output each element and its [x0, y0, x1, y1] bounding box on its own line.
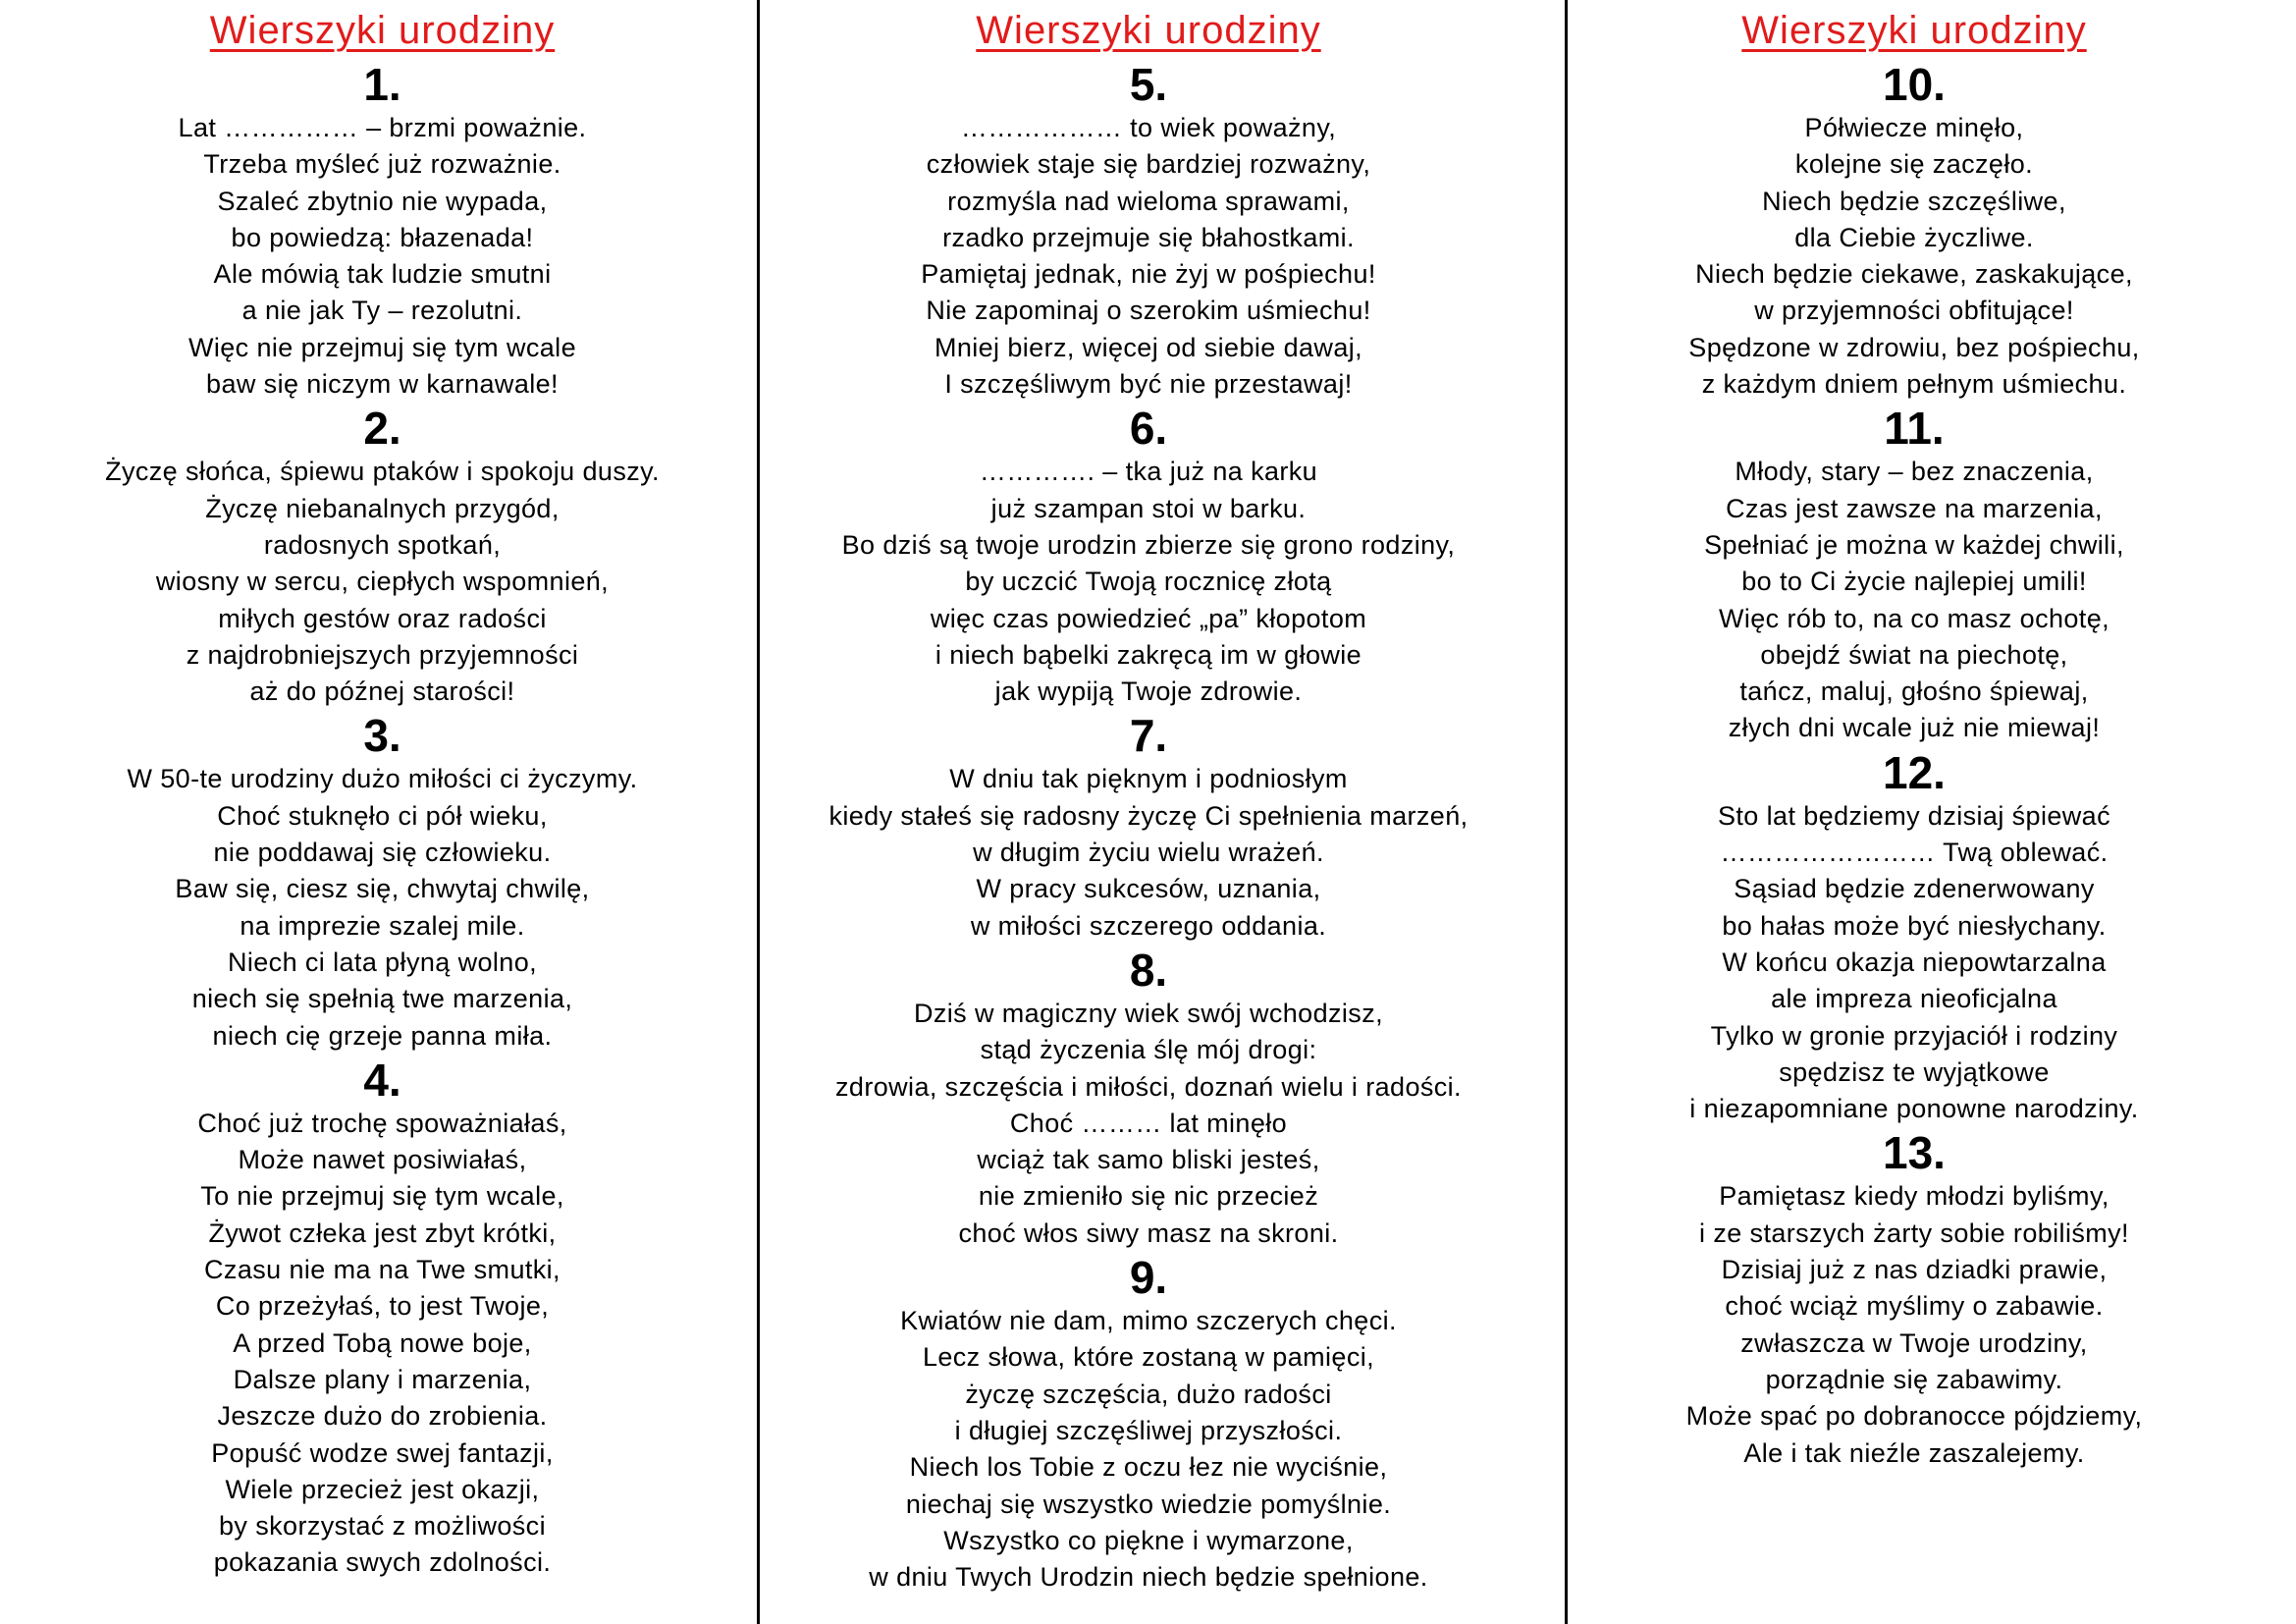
poem-line: W końcu okazja niepowtarzalna	[1722, 947, 2107, 977]
poem-line: Baw się, ciesz się, chwytaj chwilę,	[175, 874, 590, 904]
poem-line: Nie zapominaj o szerokim uśmiechu!	[926, 296, 1371, 326]
poem-line: Pamiętasz kiedy młodzi byliśmy,	[1719, 1181, 2109, 1212]
poem-line: Jeszcze dużo do zrobienia.	[217, 1401, 548, 1432]
poem-line: zdrowia, szczęścia i miłości, doznań wielu i radości.	[835, 1071, 1462, 1102]
poem-line: na imprezie szalej mile.	[240, 910, 525, 941]
poem-line: choć włos siwy masz na skroni.	[958, 1218, 1339, 1248]
poem-line: baw się niczym w karnawale!	[206, 369, 559, 400]
poem-line: niech cię grzeje panna miła.	[212, 1020, 553, 1051]
poem-line: Niech ci lata płyną wolno,	[227, 947, 538, 977]
poem-line: i niezapomniane ponowne narodziny.	[1689, 1094, 2139, 1124]
poem-number: 13.	[1883, 1127, 1946, 1179]
poem-line: złych dni wcale już nie miewaj!	[1728, 713, 2101, 743]
poem-line: Dalsze plany i marzenia,	[233, 1364, 532, 1394]
poem-line: Więc nie przejmuj się tym wcale	[187, 332, 576, 362]
poem-number: 3.	[363, 710, 401, 762]
column-1	[0, 0, 765, 1624]
poem-line: nie zmieniło się nic przecież	[978, 1181, 1319, 1212]
poem-line: wiosny w sercu, ciepłych wspomnień,	[155, 567, 610, 597]
poem-line: Może spać po dobranocce pójdziemy,	[1685, 1401, 2143, 1432]
poem-line: choć wciąż myślimy o zabawie.	[1725, 1291, 2104, 1322]
poem-line: Szaleć zbytnio nie wypada,	[217, 186, 548, 216]
poem-line: Czas jest zawsze na marzenia,	[1726, 493, 2103, 523]
poem-line: z najdrobniejszych przyjemności	[186, 639, 579, 670]
poem-line: I szczęśliwym być nie przestawaj!	[944, 369, 1353, 400]
column-title: Wierszyki urodziny	[976, 9, 1321, 52]
poem-line: Kwiatów nie dam, mimo szczerych chęci.	[900, 1306, 1397, 1336]
poem-line: radosnych spotkań,	[263, 529, 502, 560]
poem-line: miłych gestów oraz radości	[218, 603, 547, 633]
poem	[1532, 1127, 2296, 1471]
poem-line: Dziś w magiczny wiek swój wchodzisz,	[913, 998, 1383, 1028]
poem-line: niechaj się wszystko wiedzie pomyślnie.	[905, 1489, 1392, 1519]
poem-line: Lat …………… – brzmi poważnie.	[178, 113, 587, 142]
poem-line: życzę szczęścia, dużo radości	[965, 1379, 1332, 1409]
poem-number: 11.	[1884, 403, 1945, 455]
poem-line: Ale i tak nieźle zaszalejemy.	[1743, 1437, 2085, 1468]
poem-line: Mniej bierz, więcej od siebie dawaj,	[934, 332, 1363, 362]
poem-line: zwłaszcza w Twoje urodziny,	[1740, 1327, 2088, 1358]
poem-line: A przed Tobą nowe boje,	[233, 1327, 532, 1358]
poem-number: 7.	[1129, 710, 1168, 762]
poem-line: nie poddawaj się człowieku.	[213, 838, 552, 868]
poem-line: …………. – tka już na karku	[979, 457, 1318, 487]
poem-line: Popuść wodze swej fantazji,	[211, 1437, 554, 1468]
poem-line: kolejne się zaczęło.	[1794, 149, 2034, 180]
poem-line: w dniu Twych Urodzin niech będzie spełnione.	[869, 1562, 1428, 1593]
poem-line: Żywot człeka jest zbyt krótki,	[208, 1218, 557, 1248]
poem-number: 10.	[1883, 59, 1946, 110]
poem-line: Niech los Tobie z oczu łez nie wyciśnie,	[909, 1452, 1388, 1483]
poem-line: Trzeba myśleć już rozważnie.	[203, 149, 561, 180]
poem-line: bo powiedzą: błazenada!	[231, 222, 534, 252]
poem-line: Półwiecze minęło,	[1804, 113, 2024, 142]
poem-line: by skorzystać z możliwości	[219, 1511, 546, 1542]
poem-line: a nie jak Ty – rezolutni.	[241, 296, 523, 326]
poem-line: Choć ……… lat minęło	[1009, 1108, 1288, 1138]
poem-line: Wiele przecież jest okazji,	[225, 1474, 540, 1504]
poem-line: Pamiętaj jednak, nie żyj w pośpiechu!	[921, 259, 1376, 290]
poem	[1532, 747, 2296, 1128]
poem-line: Ale mówią tak ludzie smutni	[213, 259, 552, 290]
poem-line: stąd życzenia ślę mój drogi:	[980, 1035, 1317, 1065]
poem-line: Życzę słońca, śpiewu ptaków i spokoju duszy.	[105, 457, 660, 487]
poem-line: Dzisiaj już z nas dziadki prawie,	[1721, 1255, 2108, 1285]
poem-number: 6.	[1129, 403, 1168, 455]
column-title: Wierszyki urodziny	[1741, 9, 2087, 52]
poem-line: Sto lat będziemy dzisiaj śpiewać	[1718, 800, 2110, 831]
poem-line: Choć już trochę spoważniałaś,	[197, 1108, 567, 1138]
poem	[765, 59, 1532, 403]
poem-line: Sąsiad będzie zdenerwowany	[1734, 874, 2095, 904]
poem	[0, 59, 765, 403]
poem-line: ……………… to wiek poważny,	[960, 113, 1337, 142]
poem-line: rozmyśla nad wieloma sprawami,	[947, 186, 1350, 216]
poem	[765, 1252, 1532, 1596]
poem-line: i długiej szczęśliwej przyszłości.	[954, 1415, 1343, 1445]
column-title: Wierszyki urodziny	[209, 9, 556, 52]
poem-line: Czasu nie ma na Twe smutki,	[204, 1255, 561, 1285]
poem	[0, 710, 765, 1054]
poem	[765, 945, 1532, 1252]
poem-line: jak wypiją Twoje zdrowie.	[994, 677, 1303, 707]
poem-number: 5.	[1129, 59, 1168, 110]
poem-line: tańcz, maluj, głośno śpiewaj,	[1739, 677, 2089, 707]
poem-line: Wszystko co piękne i wymarzone,	[943, 1525, 1354, 1555]
poem-line: porządnie się zabawimy.	[1765, 1364, 2063, 1394]
poem-line: Więc rób to, na co masz ochotę,	[1718, 603, 2110, 633]
poem-line: W dniu tak pięknym i podniosłym	[949, 764, 1348, 794]
poem-line: Młody, stary – bez znaczenia,	[1735, 457, 2094, 487]
poem-line: rzadko przejmuje się błahostkami.	[942, 222, 1355, 252]
poem-line: kiedy stałeś się radosny życzę Ci spełnienia marzeń,	[828, 800, 1468, 831]
poem-line: bo hałas może być niesłychany.	[1722, 910, 2107, 941]
poem-line: Niech będzie ciekawe, zaskakujące,	[1695, 259, 2133, 290]
poem-number: 4.	[363, 1054, 401, 1106]
poem-line: i ze starszych żarty sobie robiliśmy!	[1699, 1218, 2129, 1248]
poem	[1532, 59, 2296, 403]
poem-line: wciąż tak samo bliski jesteś,	[977, 1145, 1320, 1175]
poem-line: W 50-te urodziny dużo miłości ci życzymy.	[127, 764, 638, 794]
poem-line: z każdym dniem pełnym uśmiechu.	[1701, 369, 2127, 400]
poem-line: w miłości szczerego oddania.	[970, 910, 1327, 941]
poem-number: 8.	[1129, 944, 1168, 996]
poem-line: Tylko w gronie przyjaciół i rodziny	[1710, 1020, 2118, 1051]
poem-line: w długim życiu wielu wrażeń.	[973, 838, 1324, 868]
poem-number: 1.	[363, 59, 401, 110]
poem-line: obejdź świat na piechotę,	[1760, 639, 2068, 670]
poem-line: spędzisz te wyjątkowe	[1779, 1056, 2050, 1087]
poem-line: Spędzone w zdrowiu, bez pośpiechu,	[1688, 332, 2140, 362]
poem-line: już szampan stoi w barku.	[990, 493, 1307, 523]
poem-number: 12.	[1883, 746, 1946, 798]
poem-line: Życzę niebanalnych przygód,	[205, 493, 560, 523]
poem	[1532, 403, 2296, 746]
poem	[765, 710, 1532, 944]
poem-line: dla Ciebie życzliwe.	[1794, 222, 2034, 252]
poem-line: Choć stuknęło ci pół wieku,	[217, 800, 548, 831]
poem-line: bo to Ci życie najlepiej umili!	[1741, 567, 2087, 597]
poem-line: aż do późnej starości!	[249, 677, 515, 707]
poem-line: ale impreza nieoficjalna	[1771, 984, 2057, 1014]
poem-line: To nie przejmuj się tym wcale,	[200, 1181, 564, 1212]
poem-line: Lecz słowa, które zostaną w pamięci,	[922, 1342, 1375, 1373]
poem-line: by uczcić Twoją rocznicę złotą	[965, 567, 1332, 597]
poem-line: człowiek staje się bardziej rozważny,	[926, 149, 1371, 180]
poem-line: W pracy sukcesów, uznania,	[976, 874, 1321, 904]
poem	[0, 403, 765, 710]
poem-line: Co przeżyłaś, to jest Twoje,	[215, 1291, 550, 1322]
poem-number: 2.	[363, 403, 401, 455]
poem-line: Bo dziś są twoje urodzin zbierze się grono rodziny,	[841, 529, 1456, 560]
poem-line: więc czas powiedzieć „pa” kłopotom	[930, 603, 1367, 633]
poem-line: i niech bąbelki zakręcą im w głowie	[934, 639, 1362, 670]
column-2	[765, 0, 1532, 1624]
poem	[0, 1055, 765, 1582]
poem-line: Może nawet posiwiałaś,	[238, 1145, 527, 1175]
column-3	[1532, 0, 2296, 1624]
poem	[765, 403, 1532, 710]
poem-line: …………………… Twą oblewać.	[1720, 838, 2109, 868]
poem-line: w przyjemności obfitujące!	[1754, 296, 2074, 326]
poem-line: niech się spełnią twe marzenia,	[191, 984, 573, 1014]
poem-number: 9.	[1129, 1252, 1168, 1304]
poem-line: Niech będzie szczęśliwe,	[1762, 186, 2066, 216]
poem-line: Spełniać je można w każdej chwili,	[1704, 529, 2124, 560]
poem-line: pokazania swych zdolności.	[213, 1547, 552, 1578]
